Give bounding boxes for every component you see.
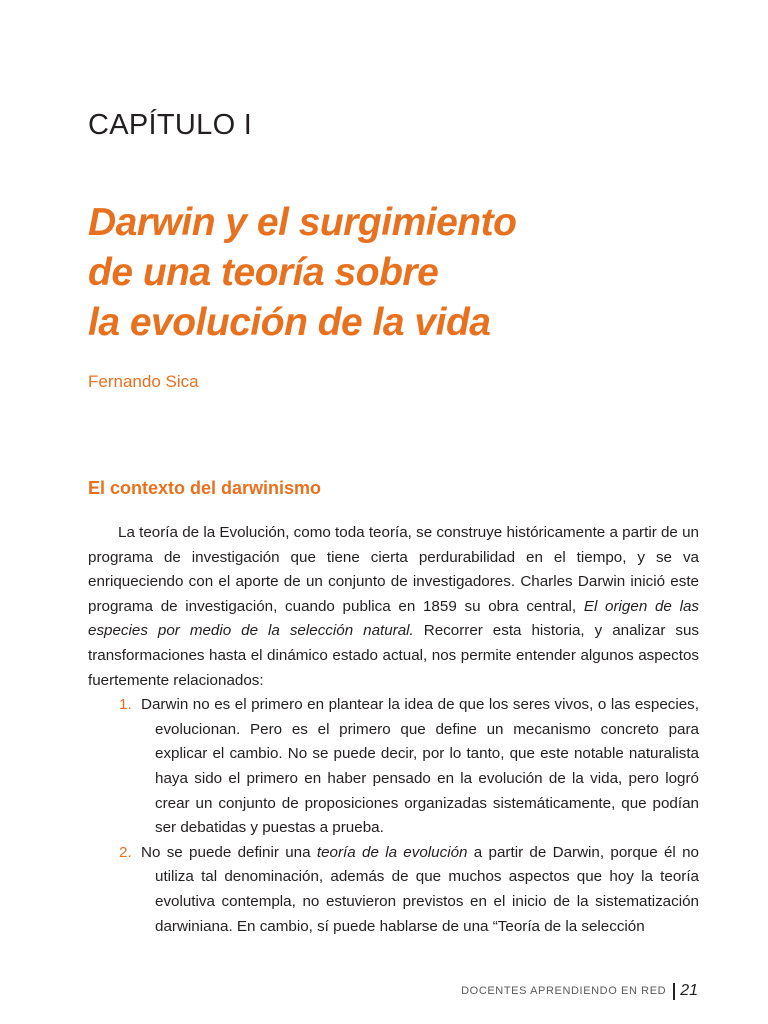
footer-series-title: DOCENTES APRENDIENDO EN RED xyxy=(461,985,667,997)
list-item-number: 2. xyxy=(119,843,132,861)
list-item-text-part: No se puede definir una xyxy=(141,843,317,861)
author-name: Fernando Sica xyxy=(88,372,199,391)
footer-separator xyxy=(673,983,675,1000)
list-item-text-part: a partir de Darwin, porque él no utiliza tal denominación, además de que muchos aspectos que hoy la teoría evolutiva contempla, no estuvieron previstos en el inicio de la sistematización darwiniana. En cambio, sí puede hablarse de una “Teoría de la selección xyxy=(155,843,699,935)
intro-text: La teoría de la Evolución, como toda teoría, se construye históricamente a partir de un programa de investigación que tiene cierta perdurabilidad en el tiempo, y se va enriqueciendo con el aporte de un conjunto de investigadores. Charles Darwin inició este programa de investigación, cuando publica en 1859 su obra central, xyxy=(88,524,699,615)
document-page xyxy=(88,0,699,1024)
numbered-list xyxy=(88,693,699,939)
list-item xyxy=(88,693,699,841)
book-title: El origen de las especies por medio de la selección natural. xyxy=(88,597,699,640)
chapter-title-line: de una teoría sobre xyxy=(88,251,439,294)
list-item-emphasis: teoría de la evolución xyxy=(316,843,468,861)
section-heading: El contexto del darwinismo xyxy=(88,478,322,498)
chapter-label: CAPÍTULO I xyxy=(88,109,253,141)
intro-text-continued: Recorrer esta historia, y analizar sus transformaciones hasta el dinámico estado actual, nos permite entender algunos aspectos fuertemente relacionados: xyxy=(88,622,699,689)
list-item-number: 1. xyxy=(119,696,132,714)
list-item xyxy=(88,841,699,939)
body-text xyxy=(88,521,699,939)
intro-paragraph xyxy=(88,521,699,693)
list-item-text: Darwin no es el primero en plantear la idea de que los seres vivos, o las especies, evolucionan. Pero es el primero que define un mecanismo concreto para explicar el cambio. No se puede decir, por lo tanto, que este notable naturalista haya sido el primero en haber pensado en la evolución de la vida, pero logró crear un conjunto de proposiciones organizadas sistemáticamente, que podían ser debatidas y puestas a prueba. xyxy=(141,696,699,837)
chapter-title-line: la evolución de la vida xyxy=(88,301,491,344)
list-item-text xyxy=(141,841,699,939)
page-number: 21 xyxy=(680,982,698,999)
chapter-title-line: Darwin y el surgimiento xyxy=(88,201,517,244)
chapter-title xyxy=(88,198,516,348)
page-footer xyxy=(461,982,698,1000)
